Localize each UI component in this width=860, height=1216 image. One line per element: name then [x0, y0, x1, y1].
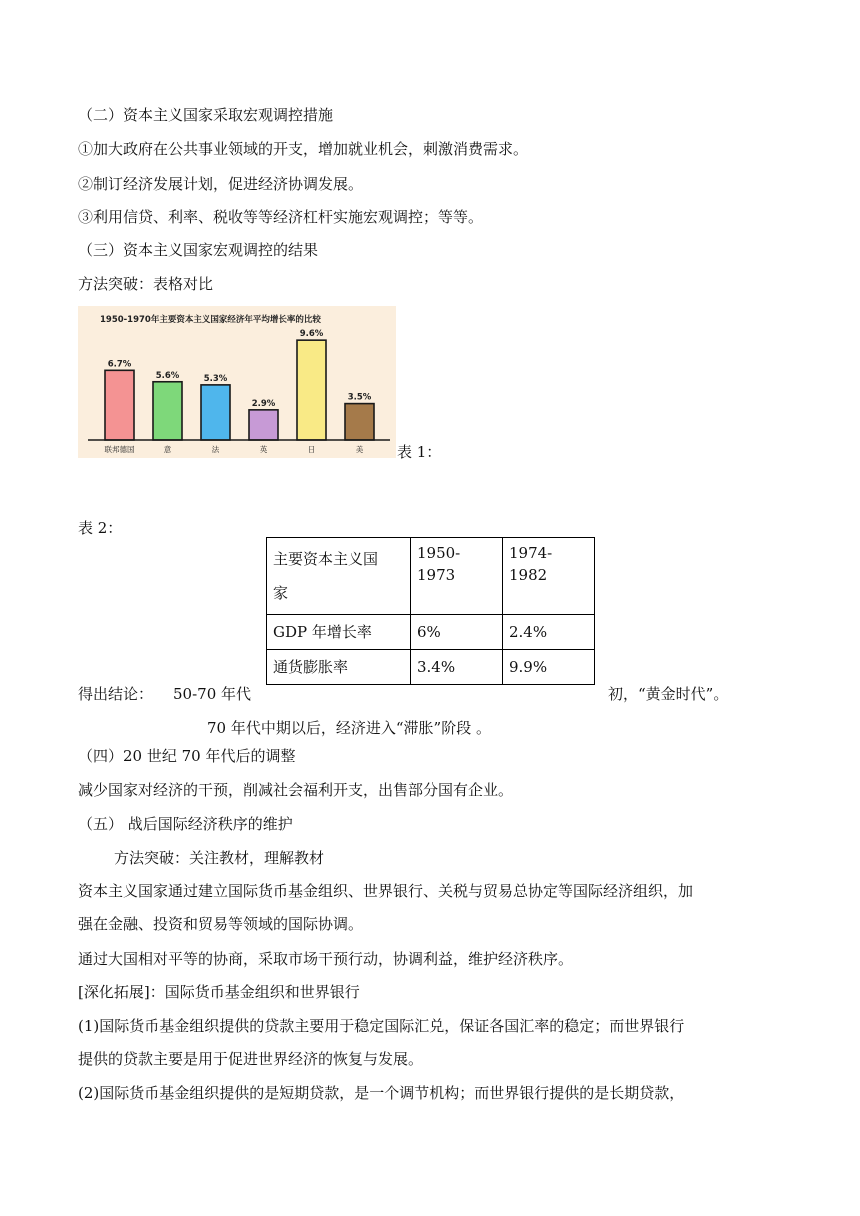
section-4-point-1: 减少国家对经济的干预，削减社会福利开支，出售部分国有企业。: [78, 781, 514, 799]
section-5-title: （五） 战后国际经济秩序的维护: [78, 815, 293, 833]
table-row: [267, 650, 595, 685]
header-cell-period-1: 1950-1973: [411, 538, 503, 615]
section-2-point-3: ③利用信贷、利率、税收等等经济杠杆实施宏观调控；等等。: [78, 208, 484, 226]
bar-value-label: 5.6%: [155, 370, 180, 381]
bar-6: [345, 404, 374, 440]
bar-1: [105, 370, 134, 440]
bar-4: [249, 410, 278, 440]
category-label: 美: [355, 445, 364, 454]
category-label: 联邦德国: [104, 445, 135, 454]
section-2-point-2: ②制订经济发展计划，促进经济协调发展。: [78, 175, 364, 193]
table-cell: 通货膨胀率: [267, 650, 411, 685]
bar-3: [201, 385, 230, 440]
bar-value-label: 3.5%: [347, 392, 372, 403]
growth-rate-chart: [78, 306, 396, 458]
deep-dive-point-1: (1)国际货币基金组织提供的贷款主要用于稳定国际汇兑，保证各国汇率的稳定；而世界银行: [78, 1017, 685, 1035]
bar-value-label: 2.9%: [251, 398, 276, 409]
chart-title: 1950-1970年主要资本主义国家经济年平均增长率的比较: [100, 315, 321, 325]
table-cell: 9.9%: [503, 650, 595, 685]
section-5-para-1: 资本主义国家通过建立国际货币基金组织、世界银行、关税与贸易总协定等国际经济组织，加: [78, 882, 694, 900]
header-cell-period-2: 1974-1982: [503, 538, 595, 615]
deep-dive-point-1-cont: 提供的贷款主要是用于促进世界经济的恢复与发展。: [78, 1050, 424, 1068]
bar-value-label: 6.7%: [107, 359, 132, 370]
category-label: 意: [163, 445, 172, 454]
category-label: 日: [307, 445, 316, 454]
table-header-row: [267, 538, 595, 615]
bar-2: [153, 382, 182, 440]
table-cell: GDP 年增长率: [267, 615, 411, 650]
section-2-point-1: ①加大政府在公共事业领域的开支，增加就业机会，刺激消费需求。: [78, 140, 529, 158]
conclusion-part-a: 50-70 年代: [173, 685, 252, 703]
header-text: 主要资本主义国: [273, 550, 379, 568]
growth-rate-chart-svg: [78, 306, 396, 458]
table-cell: 3.4%: [411, 650, 503, 685]
deep-dive-point-2: (2)国际货币基金组织提供的是短期贷款，是一个调节机构；而世界银行提供的是长期贷款，: [78, 1084, 685, 1102]
table-2-caption: 表 2：: [78, 519, 123, 537]
table-row: [267, 615, 595, 650]
conclusion-part-c: 70 年代中期以后，经济进入“滞胀”阶段 。: [207, 719, 491, 737]
bar-5: [297, 340, 326, 440]
deep-dive-title: [深化拓展]：国际货币基金组织和世界银行: [78, 983, 360, 1001]
conclusion-label: 得出结论：: [78, 685, 154, 703]
bar-value-label: 5.3%: [203, 373, 228, 384]
bar-value-label: 9.6%: [299, 329, 324, 340]
table-1-caption: 表 1：: [397, 443, 442, 461]
header-text-cont: 家: [273, 584, 289, 602]
comparison-table: [266, 537, 595, 685]
method-note-1: 方法突破：表格对比: [78, 275, 214, 293]
method-note-2: 方法突破：关注教材，理解教材: [114, 849, 325, 867]
section-3-title: （三）资本主义国家宏观调控的结果: [78, 241, 319, 259]
header-cell-country: [267, 538, 411, 615]
section-5-para-1-cont: 强在金融、投资和贸易等领域的国际协调。: [78, 915, 364, 933]
table-cell: 6%: [411, 615, 503, 650]
section-2-title: （二）资本主义国家采取宏观调控措施: [78, 106, 334, 124]
category-label: 法: [211, 445, 220, 454]
section-4-title: （四）20 世纪 70 年代后的调整: [78, 747, 296, 765]
section-5-para-2: 通过大国相对平等的协商，采取市场干预行动，协调利益，维护经济秩序。: [78, 950, 574, 968]
table-cell: 2.4%: [503, 615, 595, 650]
category-label: 英: [259, 445, 268, 454]
conclusion-part-b: 初，“黄金时代”。: [608, 685, 729, 703]
